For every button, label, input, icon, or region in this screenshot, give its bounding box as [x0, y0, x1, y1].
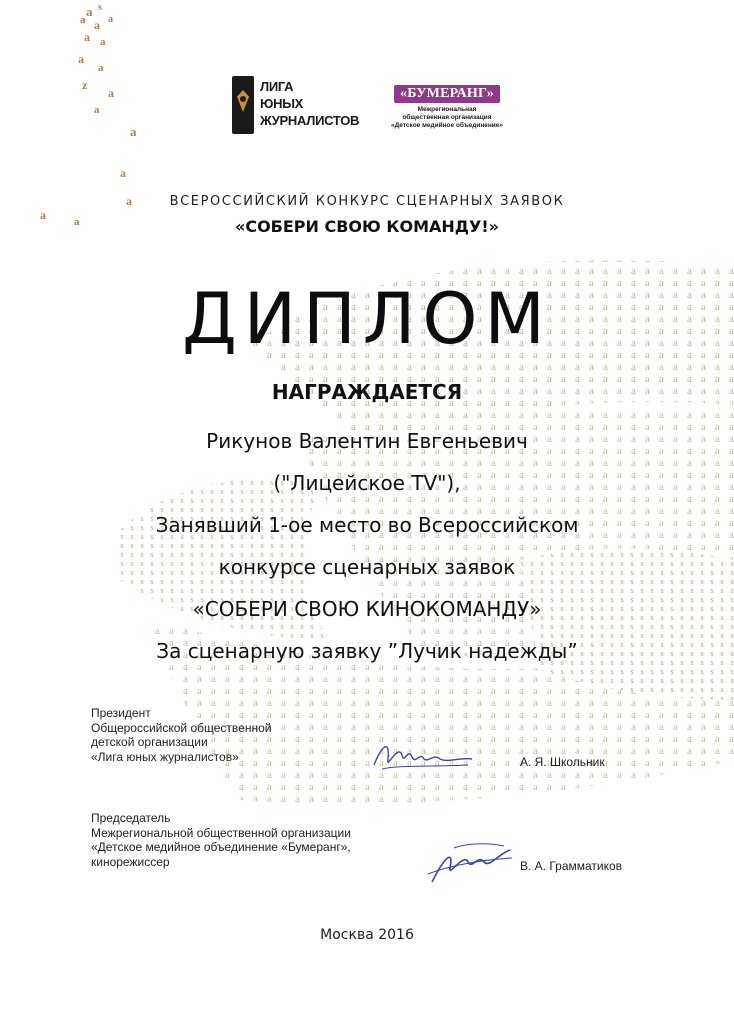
- diploma-title: ДИПЛОМ: [182, 278, 552, 360]
- contest-line: ВСЕРОССИЙСКИЙ КОНКУРС СЦЕНАРНЫХ ЗАЯВОК: [169, 194, 565, 209]
- contest-name: «СОБЕРИ СВОЮ КОМАНДУ!»: [235, 217, 499, 236]
- award-text: [0, 420, 734, 672]
- signatory-1-line: «Лига юных журналистов»: [91, 749, 239, 764]
- bumerang-logo-sub-3: «Детское медийное объединение»: [390, 122, 504, 129]
- bumerang-logo-sub-1: Межрегиональная: [417, 106, 477, 113]
- signatory-2-line: Межрегиональной общественной организации: [91, 825, 351, 840]
- signatory-1-line: детской организации: [91, 735, 208, 749]
- signatory-1-title: [91, 706, 271, 764]
- signatory-2-title: [91, 811, 351, 869]
- signatory-1-line: Общероссийской общественной: [91, 720, 272, 735]
- place-and-year: Москва 2016: [320, 927, 414, 943]
- signature-1: [368, 735, 478, 777]
- bumerang-logo-title: «БУМЕРАНГ»: [394, 85, 500, 103]
- award-work: За сценарную заявку ”Лучик надежды”: [156, 639, 578, 663]
- recipient-name: Рикунов Валентин Евгеньевич: [206, 429, 528, 453]
- signatory-1-name: А. Я. Школьник: [520, 755, 605, 769]
- liga-logo-line-3: ЖУРНАЛИСТОВ: [260, 113, 360, 128]
- liga-logo: [232, 76, 360, 136]
- bumerang-logo: [388, 82, 506, 142]
- award-place: Занявший 1-ое место во Всероссийском: [155, 513, 579, 537]
- awarded-heading: НАГРАЖДАЕТСЯ: [271, 380, 463, 404]
- pen-nib-icon: [232, 76, 254, 134]
- recipient-team: ("Лицейское TV"),: [273, 471, 461, 495]
- signatory-2-line: кинорежиссер: [91, 854, 170, 869]
- signatory-2-line: Председатель: [91, 811, 171, 825]
- liga-logo-line-2: ЮНЫХ: [260, 96, 303, 111]
- bumerang-logo-sub-2: общественная организация: [402, 114, 492, 121]
- signatory-2-line: «Детское медийное объединение «Бумеранг»,: [91, 840, 351, 854]
- award-contest: конкурсе сценарных заявок: [218, 555, 516, 579]
- award-contest-name: «СОБЕРИ СВОЮ КИНОКОМАНДУ»: [192, 597, 542, 621]
- signatory-2-name: В. А. Грамматиков: [520, 859, 623, 873]
- liga-logo-line-1: ЛИГА: [260, 79, 294, 94]
- scattered-letters-decoration: a s a a a a a a a z a a a a a a a: [40, 2, 137, 228]
- signatory-1-line: Президент: [91, 706, 151, 720]
- signature-2: [424, 838, 516, 890]
